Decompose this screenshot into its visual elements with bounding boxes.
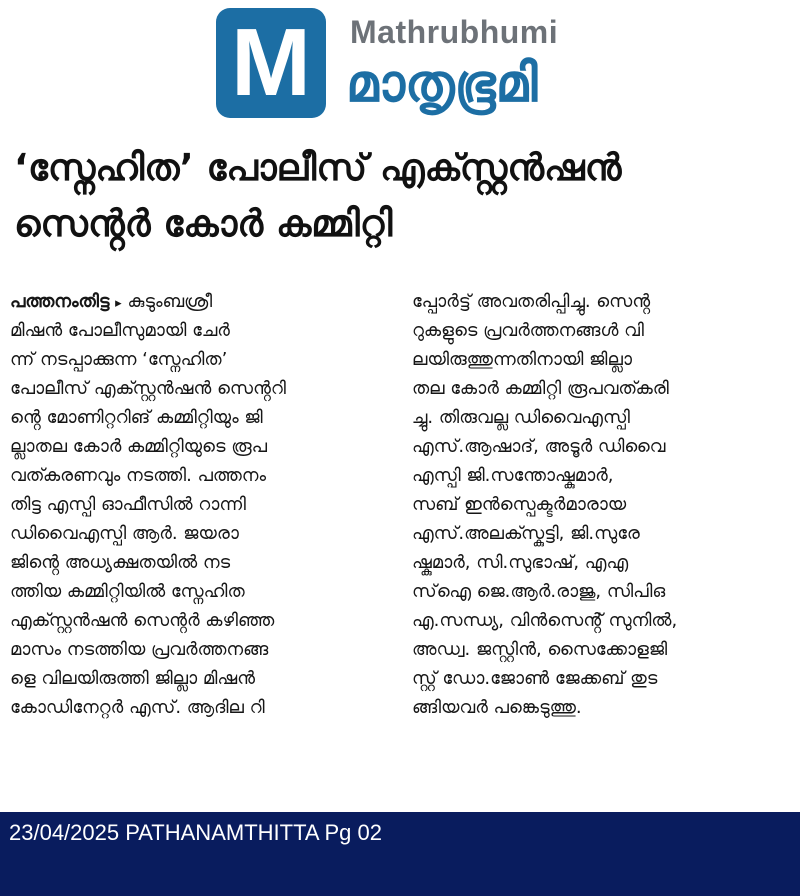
column-line: എക്സ്റ്റൻഷൻ സെൻ്റർ കഴിഞ്ഞ	[10, 610, 275, 631]
masthead	[0, 0, 800, 125]
article-headline	[14, 140, 794, 252]
column-line: ന്ന് നടപ്പാക്കുന്ന ‘സ്നേഹിത’	[10, 349, 228, 370]
column-line: ളെ വിലയിരുത്തി ജില്ലാ മിഷൻ	[10, 668, 256, 689]
column-line: ലയിരുത്തുന്നതിനായി ജില്ലാ	[412, 349, 632, 370]
dateline-arrow-icon: ▸	[115, 296, 122, 311]
headline-line-1: ‘സ്നേഹിത’ പോലീസ് എക്സ്റ്റൻഷൻ	[14, 146, 622, 189]
column-line-text: കുടുംബശ്രീ	[127, 291, 213, 312]
column-line: എസ്.ആഷാദ്, അടൂർ ഡിവൈ	[412, 436, 666, 457]
column-line: ൻ്റെ മോണിറ്ററിങ് കമ്മിറ്റിയും ജി	[10, 407, 263, 428]
headline-line-2: സെൻ്റർ കോർ കമ്മിറ്റി	[14, 202, 393, 245]
column-line: ജിൻ്റെ അധ്യക്ഷതയിൽ നട	[10, 552, 231, 573]
column-line: തിട്ട എസ്പി ഓഫീസിൽ റാന്നി	[10, 494, 246, 515]
column-line: സബ് ഇൻസ്പെക്ടർമാരായ	[412, 494, 627, 515]
article-column-right	[412, 287, 797, 722]
column-line: സ്റ്റ് ഡോ.ജോൺ ജേക്കബ് തുട	[412, 668, 658, 689]
column-line: ത്തിയ കമ്മിറ്റിയിൽ സ്നേഹിത	[10, 581, 245, 602]
column-line: പ്പോർട്ട് അവതരിപ്പിച്ചു. സെൻ്റ	[412, 291, 651, 312]
dateline: പത്തനംതിട്ട	[10, 291, 110, 312]
article-body	[10, 287, 790, 792]
brand-name-english: Mathrubhumi	[350, 14, 559, 50]
mathrubhumi-logo-icon	[216, 8, 326, 118]
column-line: ച്ചു. തിരുവല്ല ഡിവൈഎസ്പി	[412, 407, 630, 428]
column-line: എ.സന്ധ്യ, വിൻസെൻ്റ് സുനിൽ,	[412, 610, 678, 631]
column-line	[10, 287, 395, 316]
column-line: ങ്ങിയവർ പങ്കെടുത്തു.	[412, 697, 582, 718]
column-line: പോലീസ് എക്സ്റ്റൻഷൻ സെൻ്ററി	[10, 378, 286, 399]
column-line: എസ്പി ജി.സന്തോഷ്കുമാർ,	[412, 465, 614, 486]
column-line: വത്കരണവും നടത്തി. പത്തനം	[10, 465, 267, 486]
footer-edition-info: 23/04/2025 PATHANAMTHITTA Pg 02	[9, 820, 382, 845]
column-line: മിഷൻ പോലീസുമായി ചേർ	[10, 320, 230, 341]
column-line: ല്ലാതല കോർ കമ്മിറ്റിയുടെ രൂപ	[10, 436, 267, 457]
column-line: സ്ഐ ജെ.ആർ.രാജു, സിപിഒ	[412, 581, 666, 602]
article-column-left	[10, 287, 395, 722]
logo-letter: M	[231, 9, 311, 116]
column-line: ഷ്കുമാർ, സി.സുഭാഷ്, എഎ	[412, 552, 629, 573]
column-line: എസ്.അലക്സ്കുട്ടി, ജി.സുരേ	[412, 523, 640, 544]
column-line: റുകളുടെ പ്രവർത്തനങ്ങൾ വി	[412, 320, 644, 341]
column-line: തല കോർ കമ്മിറ്റി രൂപവത്കരി	[412, 378, 669, 399]
column-line: ഡിവൈഎസ്പി ആർ. ജയരാ	[10, 523, 239, 544]
brand-name-malayalam: മാതൃഭൂമി	[346, 54, 538, 114]
column-line: അഡ്വ. ജസ്റ്റിൻ, സൈക്കോളജി	[412, 639, 668, 660]
column-line: മാസം നടത്തിയ പ്രവർത്തനങ്ങ	[10, 639, 269, 660]
footer-bar	[0, 812, 800, 896]
column-line: കോഡിനേറ്റർ എസ്. ആദില റി	[10, 697, 265, 718]
